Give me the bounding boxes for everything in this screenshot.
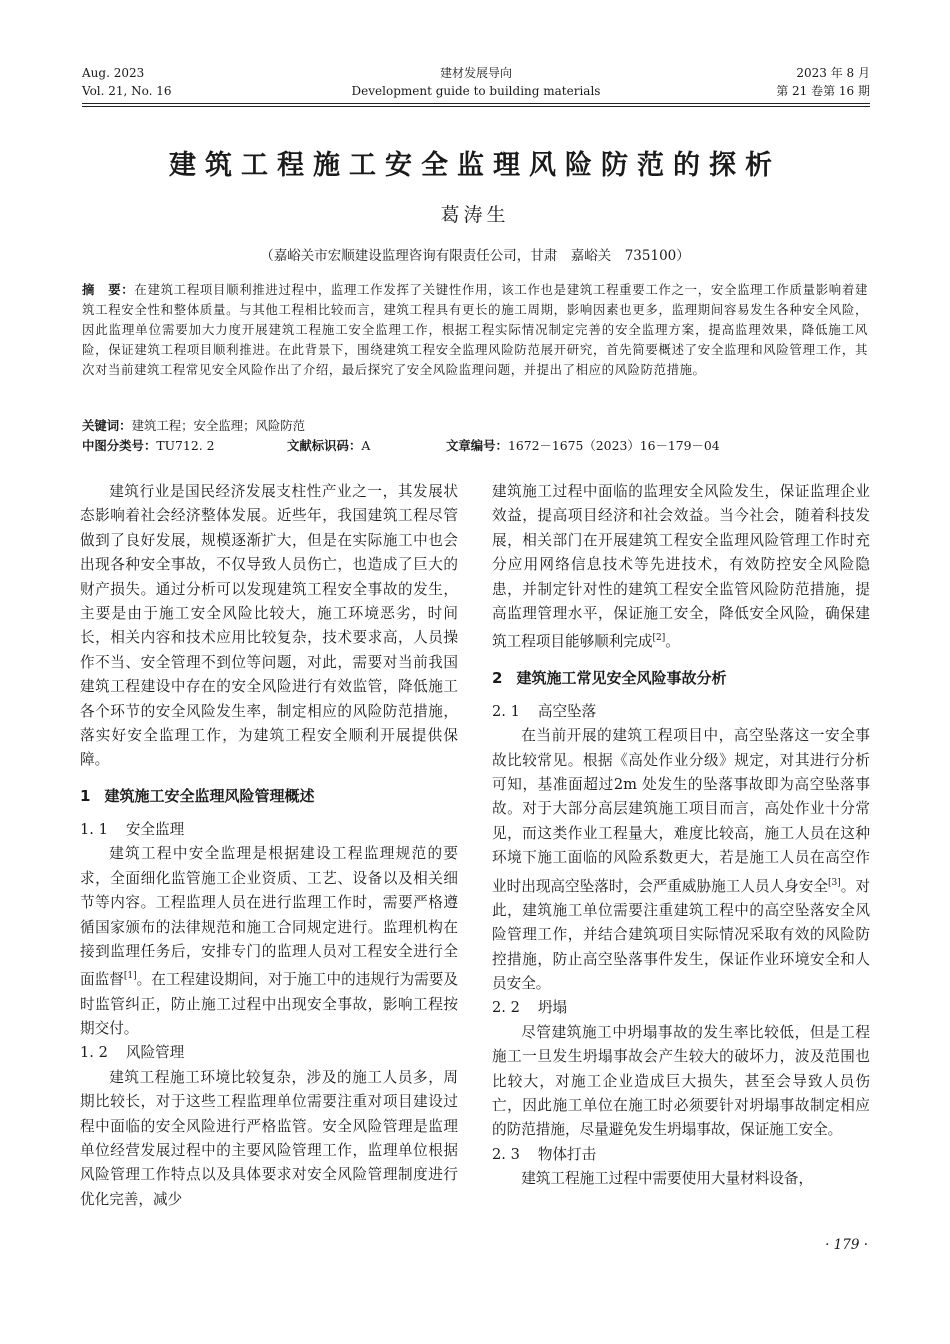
section-2-1-text-a: 在当前开展的建筑工程项目中，高空坠落这一安全事故比较常见。根据《高处作业分级》规定，对其进行分析可知，基准面超过2m 处发生的坠落事故即为高空坠落事故。对于大部分高层建筑施工项目而言，高处作业十分常见，而这类作业工程量大，难度比较高，施工人员在这种环境下施工面临的风险系数更大，若是施工人员在高空作业时出现高空坠落时，会严重威胁施工人员人身安全 bbox=[492, 727, 870, 895]
paper-title: 建筑工程施工安全监理风险防范的探析 bbox=[169, 150, 781, 181]
article-number-value: 1672－1675（2023）16－179－04 bbox=[507, 438, 720, 453]
section-2-2-paragraph: 尽管建筑施工中坍塌事故的发生率比较低，但是工程施工一旦发生坍塌事故会产生较大的破坏力，波及范围也比较大，对施工企业造成巨大损失，甚至会导致人员伤亡，因此施工单位在施工时必须要针对坍塌事故制定相应的防范措施，尽量避免发生坍塌事故，保证施工安全。 bbox=[492, 1023, 870, 1139]
continued-text-b: 。 bbox=[665, 633, 680, 651]
section-1-title: 建筑施工安全监理风险管理概述 bbox=[104, 786, 315, 805]
article-number bbox=[446, 436, 720, 456]
abstract-label: 摘 要： bbox=[82, 282, 135, 297]
citation-3: [3] bbox=[828, 877, 841, 888]
section-2-title: 建筑施工常见安全风险事故分析 bbox=[516, 668, 727, 687]
section-2-1-number: 2. 1 bbox=[492, 702, 520, 720]
body-column-right bbox=[492, 480, 870, 1192]
section-2-number: 2 bbox=[492, 668, 503, 687]
journal-name-cn: 建材发展导向 bbox=[439, 66, 512, 80]
continued-text-a: 建筑施工过程中面临的监理安全风险发生，保证监理企业效益，提高项目经济和社会效益。当今社会，随着科技发展，相关部门在开展建筑工程安全监理风险管理工作时充分应用网络信息技术等先进技术，有效防控安全风险隐患，并制定针对性的建筑工程安全监管风险防范措施，提高监理管理水平，保证施工安全，降低安全风险，确保建筑工程项目能够顺利完成 bbox=[492, 483, 870, 651]
section-2-1-heading bbox=[492, 700, 870, 724]
clc-label: 中图分类号： bbox=[82, 438, 157, 453]
section-2-1-paragraph bbox=[492, 724, 870, 996]
author-affiliation: （嘉峪关市宏顺建设监理咨询有限责任公司，甘肃 嘉峪关 735100） bbox=[260, 248, 690, 264]
continued-paragraph bbox=[492, 480, 870, 655]
section-2-2-heading bbox=[492, 996, 870, 1020]
header-volume-en: Vol. 21, No. 16 bbox=[82, 84, 172, 98]
keywords bbox=[82, 416, 305, 436]
section-1-2-title: 风险管理 bbox=[125, 1044, 185, 1062]
document-code bbox=[287, 436, 370, 456]
body-column-left bbox=[80, 480, 458, 1212]
page-number: · 179 · bbox=[825, 1237, 868, 1253]
citation-2: [2] bbox=[652, 633, 666, 644]
section-1-2-paragraph: 建筑工程施工环境比较复杂，涉及的施工人员多，周期比较长，对于这些工程监理单位需要注重对项目建设过程中面临的安全风险进行严格监管。安全风险管理是监理单位经营发展过程中的主要风险管理工作，监理单位根据风险管理工作特点以及具体要求对安全风险管理制度进行优化完善，减少 bbox=[80, 1068, 458, 1208]
section-1-2-heading bbox=[80, 1041, 458, 1065]
section-2-heading bbox=[492, 666, 870, 690]
intro-paragraph: 建筑行业是国民经济发展支柱性产业之一，其发展状态影响着社会经济整体发展。近些年，我国建筑工程尽管做到了良好发展，规模逐渐扩大，但是在实际施工中也会出现各种安全事故，不仅导致人员伤亡，也造成了巨大的财产损失。通过分析可以发现建筑工程安全事故的发生，主要是由于施工安全风险比较大，施工环境恶劣，时间长，相关内容和技术应用比较复杂，技术要求高，人员操作不当、安全管理不到位等问题，对此，需要对当前我国建筑工程建设中存在的安全风险进行有效监管，降低施工各个环节的安全风险发生率，制定相应的风险防范措施，落实好安全监理工作，为建筑工程安全顺利开展提供保障。 bbox=[80, 483, 458, 769]
section-1-heading bbox=[80, 784, 458, 808]
header-rule-bottom bbox=[82, 106, 870, 107]
section-1-2-number: 1. 2 bbox=[80, 1044, 108, 1062]
section-1-number: 1 bbox=[80, 786, 91, 805]
clc-value: TU712. 2 bbox=[156, 438, 215, 453]
header-issue-cn bbox=[776, 64, 870, 100]
clc-code bbox=[82, 436, 214, 456]
section-2-2-title: 坍塌 bbox=[537, 999, 568, 1017]
section-2-3-number: 2. 3 bbox=[492, 1145, 520, 1163]
running-header bbox=[82, 64, 870, 104]
header-volume-cn: 第 21 卷第 16 期 bbox=[776, 84, 870, 98]
section-2-1-title: 高空坠落 bbox=[537, 702, 597, 720]
section-1-1-text-a: 建筑工程中安全监理是根据建设工程监理规范的要求，全面细化监管施工企业资质、工艺、设备以及相关细节等内容。工程监理人员在进行监理工作时，需要严格遵循国家颁布的法律规范和施工合同规定进行。监理机构在接到监理任务后，安排专门的监理人员对工程安全进行全面监督 bbox=[80, 845, 458, 989]
section-2-3-heading bbox=[492, 1143, 870, 1167]
header-date-cn: 2023 年 8 月 bbox=[796, 66, 870, 80]
citation-1: [1] bbox=[123, 971, 137, 982]
section-2-1-text-b: 。对此，建筑施工单位需要注重建筑工程中的高空坠落安全风险管理工作，并结合建筑项目实际情况采取有效的风险防控措施，防止高空坠落事件发生，保证作业环境安全和人员安全。 bbox=[492, 877, 870, 993]
abstract bbox=[82, 280, 868, 380]
section-1-1-paragraph bbox=[80, 842, 458, 1041]
header-journal bbox=[82, 64, 870, 100]
section-2-3-paragraph: 建筑工程施工过程中需要使用大量材料设备， bbox=[521, 1170, 814, 1188]
doc-code-label: 文献标识码： bbox=[287, 438, 362, 453]
header-date-en: Aug. 2023 bbox=[82, 66, 145, 80]
doc-code-value: A bbox=[361, 438, 371, 453]
journal-name-en: Development guide to building materials bbox=[351, 84, 601, 98]
section-1-1-text-b: 。在工程建设期间，对于施工中的违规行为需要及时监管纠正，防止施工过程中出现安全事故，影响工程按期交付。 bbox=[80, 971, 458, 1037]
section-1-1-heading bbox=[80, 818, 458, 842]
article-number-label: 文章编号： bbox=[446, 438, 508, 453]
section-2-3-title: 物体打击 bbox=[537, 1145, 597, 1163]
author-name: 葛涛生 bbox=[440, 204, 510, 226]
section-2-2-number: 2. 2 bbox=[492, 999, 520, 1017]
keywords-label: 关键词： bbox=[82, 418, 132, 433]
keywords-text: 建筑工程；安全监理；风险防范 bbox=[131, 418, 306, 433]
section-1-1-number: 1. 1 bbox=[80, 820, 108, 838]
abstract-text: 在建筑工程项目顺利推进过程中，监理工作发挥了关键性作用，该工作也是建筑工程重要工作之一，安全监理工作质量影响着建筑工程安全性和整体质量。与其他工程相比较而言，建筑工程具有更长的施工周期，影响因素也更多，监理期间容易发生各种安全风险，因此监理单位需要加大力度开展建筑工程施工安全监理工作，根据工程实际情况制定完善的安全监理方案，提高监理效果，降低施工风险，保证建筑工程项目顺利推进。在此背景下，围绕建筑工程安全监理风险防范展开研究，首先简要概述了安全监理和风险管理工作，其次对当前建筑工程常见安全风险作出了介绍，最后探究了安全风险监理问题，并提出了相应的风险防范措施。 bbox=[82, 282, 868, 377]
section-1-1-title: 安全监理 bbox=[125, 820, 185, 838]
header-rule-top bbox=[82, 103, 870, 104]
